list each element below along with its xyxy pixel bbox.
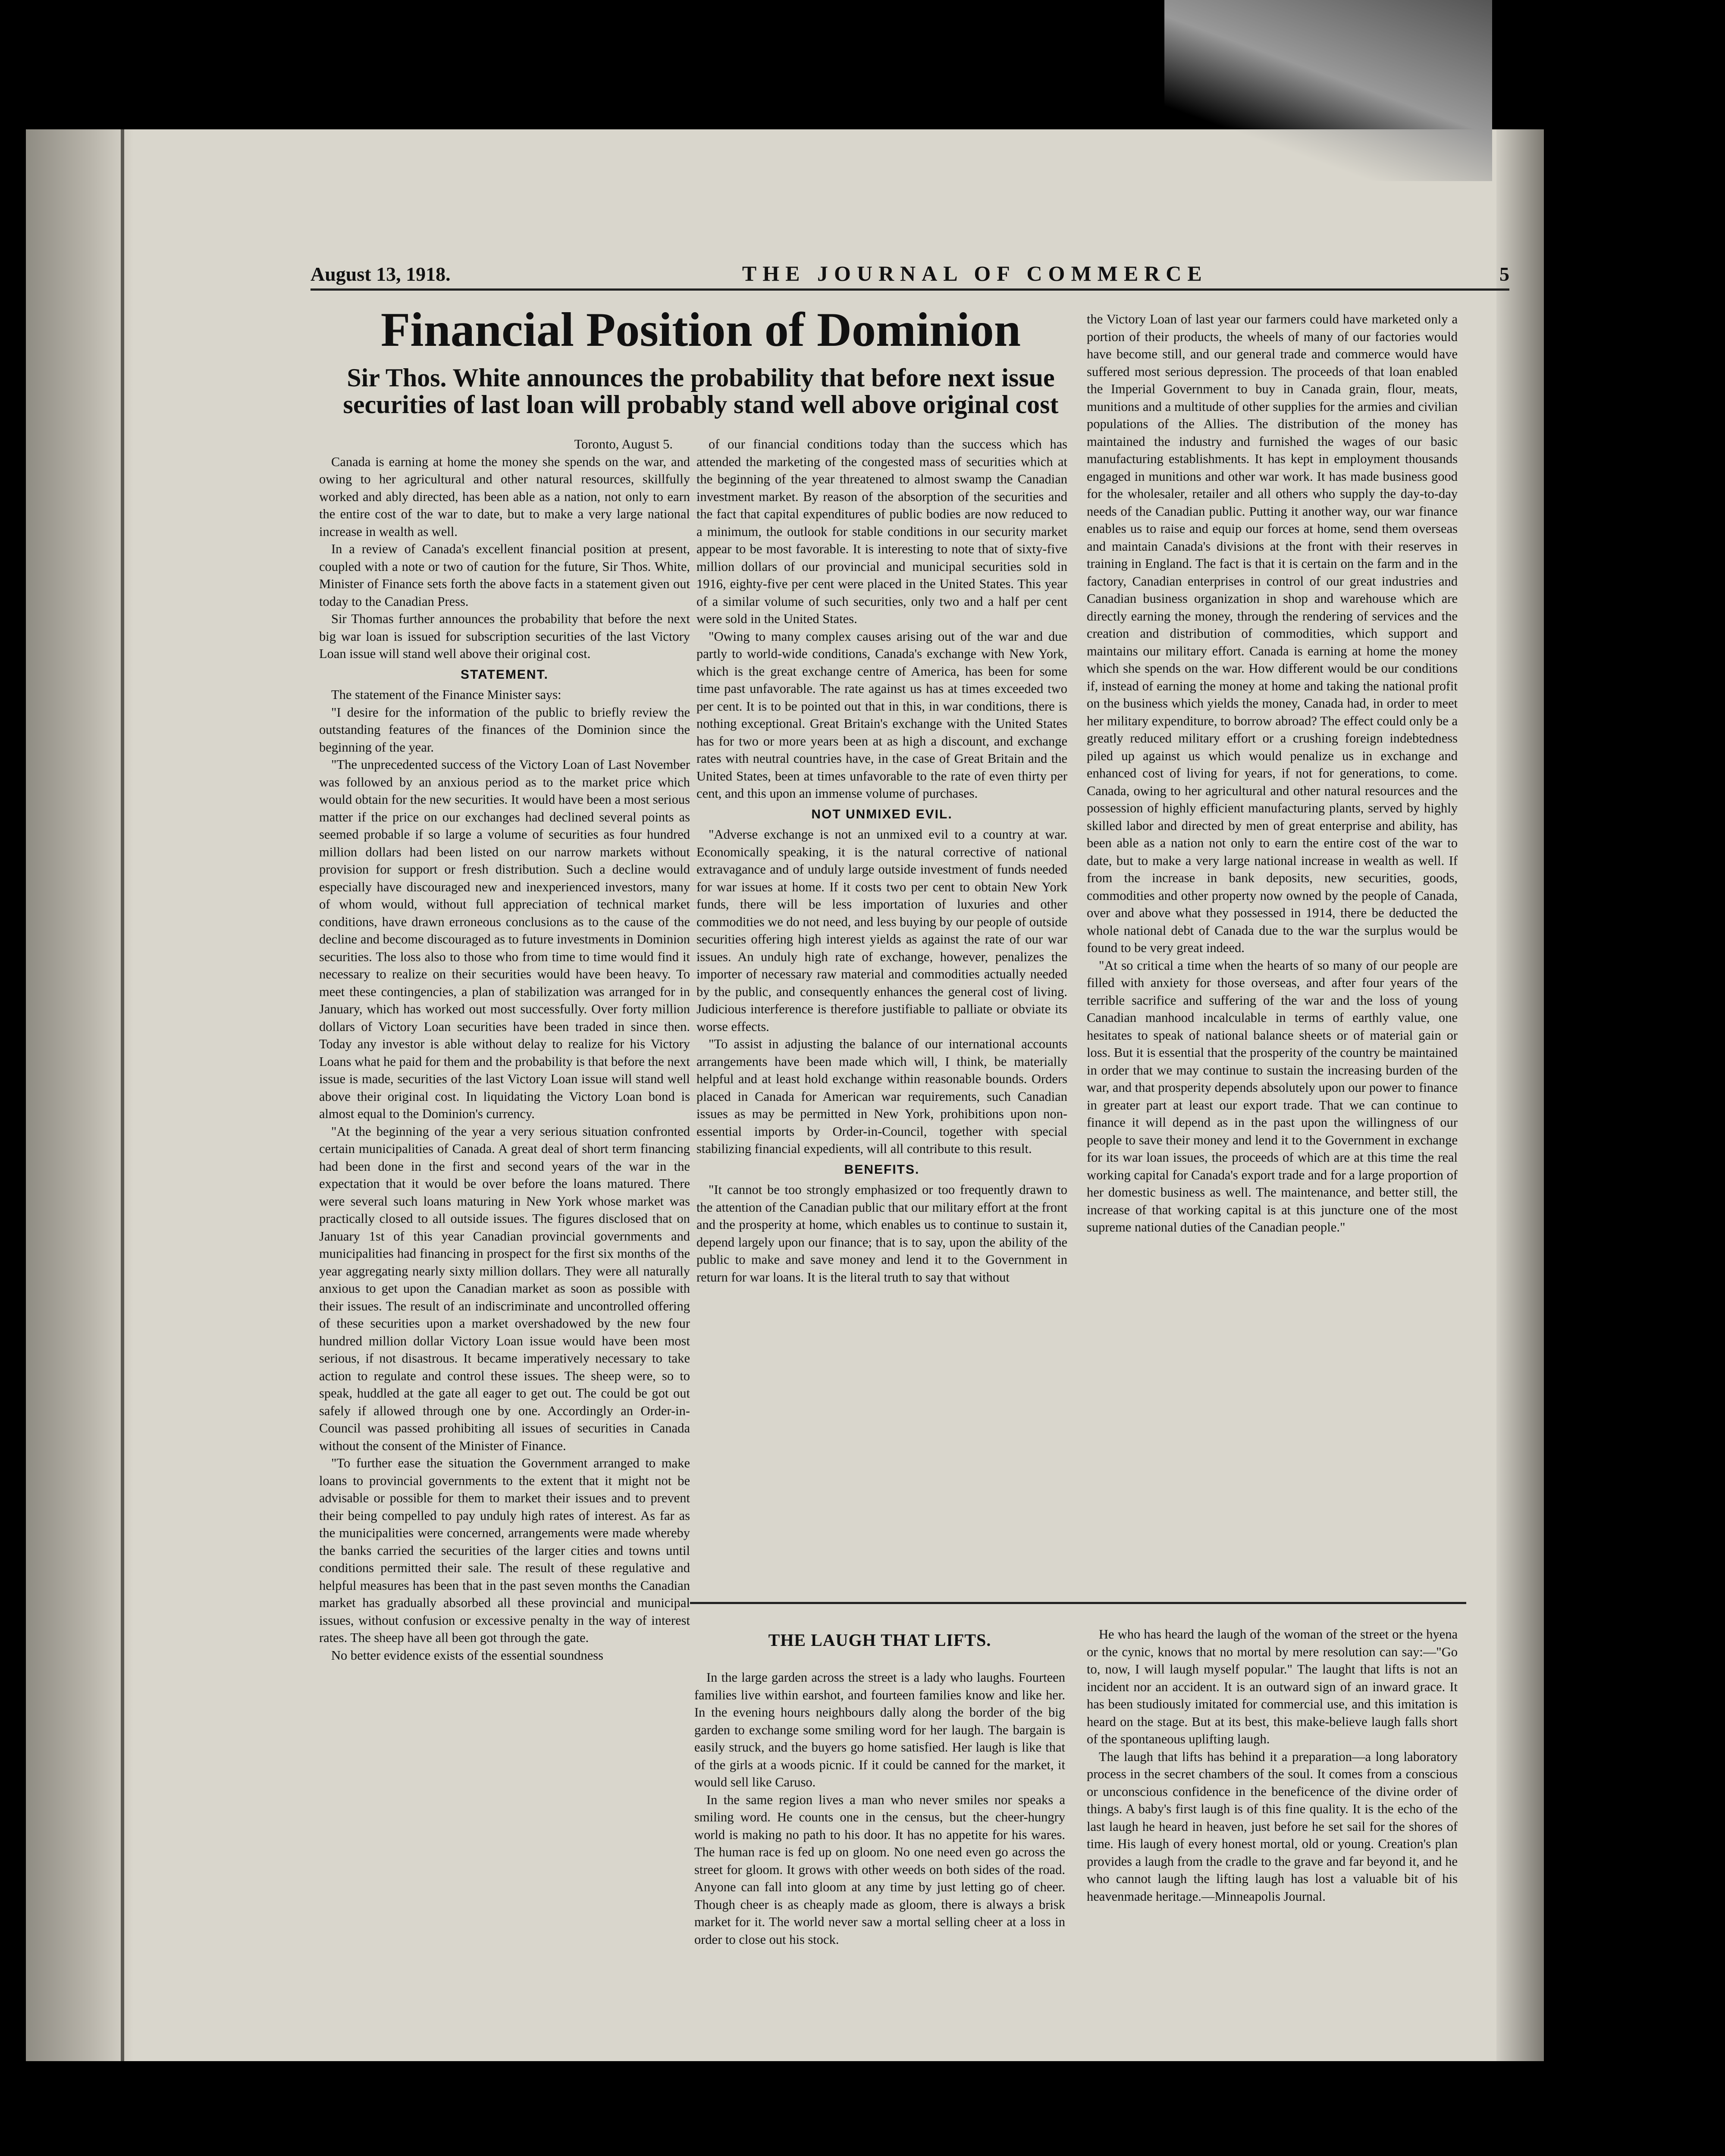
paragraph: Canada is earning at home the money she spends on the war, and owing to her agricultural and other natural resources, skillfully worked and ably directed, has been able as a nation, not only to earn the entire cost of the war to date, but to make a very large national increase in wealth as well. — [319, 454, 690, 539]
section-heading: NOT UNMIXED EVIL. — [811, 807, 953, 821]
story-column-2 — [1087, 1626, 1458, 1905]
paragraph: No better evidence exists of the essential soundness — [331, 1648, 604, 1663]
section-heading: BENEFITS. — [844, 1162, 920, 1177]
article-subtitle: Sir Thos. White announces the probability that before next issue securities of last loan will probably stand well above original cost — [343, 364, 1059, 419]
paragraph: Sir Thomas further announces the probability that before the next big war loan is issued for subscription securities of the last Victory Loan issue will stand well above their original cost. — [319, 611, 690, 661]
paragraph: of our financial conditions today than the success which has attended the marketing of the congested mass of securities which at the beginning of the year threatened to almost swamp the Canadian investment market. By reason of the absorption of the securities and the fact that capital expenditures of public bodies are now reduced to a minimum, the outlook for stable conditions in our security market appear to be most favorable. It is interesting to note that of sixty-five million dollars of our provincial and municipal securities sold in 1916, eighty-five per cent were placed in the United States. This year of a similar volume of such securities, only two and a half per cent were sold in the United States. — [696, 437, 1067, 626]
paragraph: the Victory Loan of last year our farmers could have marketed only a portion of their products, the wheels of many of our factories would have become still, and our general trade and commerce would have suffered most serious depression. The proceeds of that loan enabled the Imperial Government to buy in Canada grain, flour, meats, munitions and a multitude of other supplies for the armies and civilian populations of the Allies. The distribution of the money has maintained the industry and furnished the wages of our basic manufacturing establishments. It has kept in employment thousands engaged in munitions and other war work. It has made business good for the wholesaler, retailer and all others who supply the day-to-day needs of the Canadian public. Putting it another way, our war finance enables us to raise and equip our forces at home, send them overseas and maintain Canada's divisions at the front with their reserves in training in England. The fact is that it is certain on the farm and in the factory, Canadian enterprises in control of our great industries and Canadian business organization in shop and warehouse which are directly earning the money, through the rendering of services and the creation and distribution of commodities, which support and maintains our military effort. Canada is earning at home the money which she spends on the war. How different would be our conditions if, instead of earning the money at home and taking the national profit on the business which yields the money, Canada had, in order to meet her military expenditure, to borrow abroad? The effect could only be a greatly reduced military effort or a crushing foreign indebtedness piled up against us which would penalize us in exchange and enhanced cost of living for years, if not for generations, to come. Canada, owing to her agricultural and other natural resources and the possession of highly efficient manufacturing plants, served by highly skilled labor and directed by men of great enterprise and ability, has been able as a nation not only to earn the entire cost of the war to date, but to make a very large national increase in wealth as well. If from the increase in bank deposits, new securities, goods, commodities and other property now owned by the people of Canada, over and above what they possessed in 1914, there be deducted the whole national debt of Canada due to the war the surplus would be found to be very great indeed. — [1087, 312, 1458, 955]
paragraph: "Adverse exchange is not an unmixed evil to a country at war. Economically speaking, it is the natural corrective of national extravagance and of unduly large outside investment of funds needed for war issues at home. If it costs two per cent to obtain New York funds, there will be less importation of luxuries and other commodities we do not need, and less buying by our people of outside securities offering high interest yields as against the rate of our war issues. An unduly high rate of exchange, however, penalizes the importer of necessary raw material and commodities actually needed by the public, and consequently enhances the general cost of living. Judicious interference is therefore justifiable to palliate or obviate its worse effects. — [696, 827, 1067, 1034]
section-rule — [690, 1602, 1466, 1604]
article-column-1 — [319, 436, 690, 1664]
paragraph: "It cannot be too strongly emphasized or too frequently drawn to the attention of the Canadian public that our military effort at the front and the prosperity at home, which enables us to continue to sustain it, depend largely upon our finance; that is to say, upon the ability of the public to make and save money and lend it to the Government in return for war loans. It is the literal truth to say that without — [696, 1182, 1067, 1285]
paragraph: "At the beginning of the year a very serious situation confronted certain municipalities of Canada. A great deal of short term financing had been done in the first and second years of the war in the expectation that it would be over before the loans matured. There were several such loans maturing in New York whose market was practically closed to all outside issues. The figures disclosed that on January 1st of this year Canadian provincial governments and municipalities had financing in prospect for the first six months of the year aggregating nearly sixty million dollars. They were all naturally anxious to get upon the Canadian market as soon as possible with their issues. The result of an indiscriminate and uncontrolled offering of these securities upon a market overshadowed by the new four hundred million dollar Victory Loan issue would have been most serious, if not disastrous. It became imperatively necessary to take action to regulate and control these issues. The sheep were, so to speak, huddled at the gate all eager to get out. The could be got out safely if allowed through one by one. Accordingly an Order-in-Council was passed prohibiting all issues of securities in Canada without the consent of the Minister of Finance. — [319, 1124, 690, 1453]
paragraph: In a review of Canada's excellent financial position at present, coupled with a note or two of caution for the future, Sir Thos. White, Minister of Finance sets forth the above facts in a statement given out today to the Canadian Press. — [319, 542, 690, 609]
paragraph: "Owing to many complex causes arising out of the war and due partly to world-wide conditions, Canada's exchange with New York, which is the great exchange centre of America, has been for some time past unfavorable. The rate against us has at times exceeded two per cent. It is to be pointed out that in this, in war conditions, there is nothing exceptional. Great Britain's exchange with the United States has for two or more years been at as high a discount, and exchange rates with neutral countries have, in the case of Great Britain and the United States, been at times unfavorable to the rate of even thirty per cent, and this upon an immense volume of purchases. — [696, 629, 1067, 801]
paragraph: He who has heard the laugh of the woman of the street or the hyena or the cynic, knows that no mortal by mere resolution can say:—"Go to, now, I will laugh myself popular." The laught that lifts is not an incident nor an accident. It is an outward sign of an inward grace. It has been studiously imitated for commercial use, and this imitation is heard on the stage. But at its best, this make-believe laugh falls short of the spontaneous uplifting laugh. — [1087, 1627, 1458, 1746]
paragraph: In the large garden across the street is a lady who laughs. Fourteen families live within earshot, and fourteen families know and like her. In the evening hours neighbours dally along the border of the big garden to exchange some smiling word for her laugh. The bargain is easily struck, and the buyers go home satisfied. Her laugh is like that of the girls at a woods picnic. If it could be canned for the market, it would sell like Caruso. — [694, 1670, 1065, 1789]
masthead: THE JOURNAL OF COMMERCE — [742, 261, 1208, 285]
paragraph: In the same region lives a man who never smiles nor speaks a smiling word. He counts one in the census, but the cheer-hungry world is making no path to his door. It has no appetite for his wares. The human race is fed up on gloom. No one need even go across the street for gloom. It grows with other weeds on both sides of the road. Anyone can fall into gloom at any time by just letting go of cheer. Though cheer is as cheaply made as gloom, there is always a brisk market for it. The world never saw a mortal selling cheer at a loss in order to close out his stock. — [694, 1792, 1065, 1947]
page-fold-shadow — [1164, 0, 1492, 181]
article-column-2 — [696, 436, 1067, 1286]
paragraph: "The unprecedented success of the Victory Loan of Last November was followed by an anxious period as to the market price which would obtain for the new securities. It would have been a most serious matter if the price on our exchanges had declined several points as seemed probable if so large a volume of securities as four hundred million dollars had been listed on our narrow markets without provision for support or fresh distribution. Such a decline would especially have discouraged new and inexperienced investors, many of whom would, without full appreciation of technical market conditions, have drawn erroneous conclusions as to the cause of the decline and become discouraged as to future investments in Dominion securities. The loss also to those who from time to time would find it necessary to realize on their securities would have been heavy. To meet these contingencies, a plan of stabilization was arranged for in January, which has worked out most successfully. Over forty million dollars of Victory Loan securities have been traded in since then. Today any investor is able without delay to realize for his Victory Loans what he paid for them and the probability is that before the next issue is made, securities of the last Victory Loan issue will stand well above their original cost. In liquidating the Victory Loan bond is almost equal to the Dominion's currency. — [319, 757, 690, 1121]
page-header — [310, 261, 1509, 291]
paragraph: "I desire for the information of the public to briefly review the outstanding features of the finances of the Dominion since the beginning of the year. — [319, 705, 690, 755]
page-number: 5 — [1499, 263, 1509, 285]
story-column-1 — [694, 1669, 1065, 1948]
paragraph: The statement of the Finance Minister says: — [331, 687, 561, 702]
paragraph: "To further ease the situation the Government arranged to make loans to provincial governments to the extent that it might not be advisable or possible for them to market their issues and to prevent their being compelled to pay unduly high rates of interest. As far as the municipalities were concerned, arrangements were made whereby the banks carried the securities of the larger cities and towns until conditions permitted their sale. The result of these regulative and helpful measures has been that in the past seven months the Canadian market has gradually absorbed all these provincial and municipal issues, without confusion or excessive penalty in the way of interest rates. The sheep have all been got through the gate. — [319, 1456, 690, 1645]
paragraph: "At so critical a time when the hearts of so many of our people are filled with anxiety for those overseas, and after four years of the terrible sacrifice and suffering of the war and the loss of young Canadian manhood incalculable in terms of earthly value, one hesitates to speak of national balance sheets or of material gain or loss. But it is essential that the prosperity of the country be maintained in order that we may continue to sustain the increasing burden of the war, and that prosperity depends absolutely upon our power to finance in greater part at least our export trade. That we can continue to finance it will depend as in the past upon the willingness of our people to save their money and lend it to the Government in exchange for its war loan issues, the proceeds of which are at this time the real working capital for Canada's export trade and for a large proportion of her domestic business as well. The maintenance, and better still, the increase of that working capital is at this juncture one of the most supreme national duties of the Canadian people." — [1087, 958, 1458, 1235]
dateline: Toronto, August 5. — [574, 437, 673, 451]
issue-date: August 13, 1918. — [310, 263, 451, 285]
article-column-3 — [1087, 310, 1458, 1236]
page-edge-strip — [1496, 129, 1544, 2061]
story-title: THE LAUGH THAT LIFTS. — [768, 1630, 991, 1650]
paragraph: The laugh that lifts has behind it a preparation—a long laboratory process in the secret chambers of the soul. It comes from a conscious or unconscious confidence in the beneficence of the divine order of things. A baby's first laugh is of this fine quality. It is the echo of the last laugh he heard in heaven, just before he set sail for the shores of time. His laugh of every honest mortal, old or young. Creation's plan provides a laugh from the cradle to the grave and far beyond it, and he who cannot laugh the lifting laugh has lost a valuable bit of his heavenmade heritage.—Minneapolis Journal. — [1087, 1749, 1458, 1904]
article-title: Financial Position of Dominion — [380, 303, 1021, 357]
section-heading: STATEMENT. — [461, 667, 549, 682]
paragraph: "To assist in adjusting the balance of our international accounts arrangements have been made which will, I think, be materially helpful and at least hold exchange within reasonable bounds. Orders placed in Canada for American war requirements, such Canadian issues as may be permitted in New York, prohibitions upon non-essential imports by Order-in-Council, together with special stabilizing financial expedients, will all contribute to this result. — [696, 1037, 1067, 1156]
